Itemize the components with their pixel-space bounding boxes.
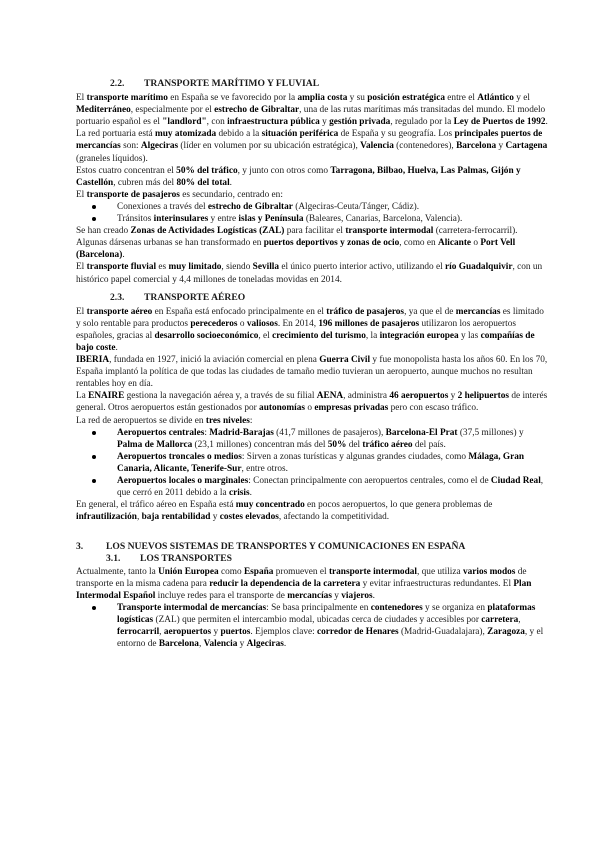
- bold-term: España: [243, 566, 274, 577]
- bold-term: autonomías: [259, 403, 306, 414]
- bold-term: Valencia: [360, 141, 394, 152]
- bold-term: corredor de Henares: [317, 627, 399, 638]
- bold-term: tres niveles: [205, 415, 250, 426]
- bullet-list: [76, 602, 550, 650]
- bold-term: integración europea: [379, 330, 459, 341]
- list-item: Aeropuertos centrales: Madrid-Barajas (41,7 millones de pasajeros), Barcelona-El Prat (37,5 millones) y Palma de Mallorca (23,1 millones) concentran más del 50% del tráfico aéreo del país.: [76, 427, 550, 451]
- section-number: 3.1.: [106, 553, 121, 565]
- bold-term: 2 helipuertos: [457, 391, 510, 402]
- bold-term: Algeciras: [140, 141, 179, 152]
- bold-term: islas y Península: [238, 214, 304, 225]
- bold-term: Unión Europea: [158, 566, 219, 577]
- bold-term: transporte marítimo: [86, 93, 168, 104]
- bold-term: amplia costa: [297, 93, 348, 104]
- bold-term: viajeros: [341, 590, 373, 601]
- section-heading-2-2: [76, 78, 550, 90]
- bold-term: plataformas logísticas: [117, 602, 536, 625]
- bold-term: mercancías: [455, 306, 501, 317]
- bold-term: crisis: [228, 488, 250, 499]
- bold-term: Barcelona-El Prat: [385, 427, 458, 438]
- bold-term: Madrid-Barajas: [209, 427, 274, 438]
- bold-term: infrautilización: [76, 512, 137, 523]
- bold-term: 196 millones de pasajeros: [318, 318, 420, 329]
- bold-term: Aeropuertos centrales: [117, 427, 205, 438]
- paragraph: El transporte fluvial es muy limitado, siendo Sevilla el único puerto interior activo, utilizando el río Guadalquivir, con un histórico papel comercial y 4,4 millones de toneladas movidas en 2014.: [76, 262, 543, 285]
- paragraph: Estos cuatro concentran el 50% del tráfico, y junto con otros como Tarragona, Bilbao, Huelva, Las Palmas, Gijón y Castellón, cubren más del 80% del total.: [76, 165, 521, 188]
- bold-term: Zonas de Actividades Logísticas (ZAL): [130, 226, 285, 237]
- bold-term: transporte intermodal: [345, 226, 434, 237]
- bold-term: 46 aeropuertos: [389, 391, 449, 402]
- bold-term: valiosos: [246, 318, 278, 329]
- paragraph: En general, el tráfico aéreo en España está muy concentrado en pocos aeropuertos, lo que genera problemas de infrautilización, baja rentabilidad y costes elevados, afectando la competitividad.: [76, 500, 493, 523]
- bold-term: ENAIRE: [88, 391, 125, 402]
- bold-term: 50% del tráfico: [176, 165, 238, 176]
- section-title: TRANSPORTE AÉREO: [144, 291, 246, 303]
- bold-term: contenedores: [370, 602, 423, 613]
- list-item: Conexiones a través del estrecho de Gibraltar (Algeciras-Ceuta/Tánger, Cádiz).: [76, 201, 550, 213]
- bold-term: Sevilla: [252, 262, 280, 273]
- paragraph: IBERIA, fundada en 1927, inició la aviación comercial en plena Guerra Civil y fue monopolista hasta los años 60. En los 70, España implantó la política de que todas las ciudades de tamaño medio tuvieran un aeropuerto, aunque muchos no resultan rentables hoy en día.: [76, 355, 548, 390]
- bold-term: río Guadalquivir: [445, 262, 513, 273]
- bold-term: infraestructura pública: [227, 117, 320, 128]
- bold-term: 80% del total: [176, 177, 230, 188]
- bold-term: puertos deportivos y zonas de ocio: [263, 238, 400, 249]
- bold-term: Barcelona: [158, 639, 199, 650]
- bold-term: transporte de pasajeros: [86, 189, 180, 200]
- bold-term: Valencia: [203, 639, 238, 650]
- section-heading-3: [76, 541, 550, 553]
- section-heading-2-3: [76, 292, 550, 304]
- paragraph: Se han creado Zonas de Actividades Logísticas (ZAL) para facilitar el transporte intermodal (carretera-ferrocarril). Algunas dársenas urbanas se han transformado en puertos deportivos y zonas de ocio, como en Alicante o Port Vell (Barcelona).: [76, 226, 518, 261]
- bold-term: baja rentabilidad: [141, 512, 211, 523]
- bold-term: aeropuertos: [163, 627, 212, 638]
- bullet-list: [76, 201, 550, 225]
- paragraph: La ENAIRE gestiona la navegación aérea y, a través de su filial AENA, administra 46 aeropuertos y 2 helipuertos de interés general. Otros aeropuertos están gestionados por autonomías o empresas privadas pero con escaso tráfico.: [76, 391, 548, 414]
- bold-term: Cartagena: [505, 141, 548, 152]
- section-number: 2.3.: [110, 291, 125, 303]
- list-item: Aeropuertos locales o marginales: Conectan principalmente con aeropuertos centrales, como el de Ciudad Real, que cerró en 2011 debido a la crisis.: [76, 475, 550, 499]
- section-title: LOS NUEVOS SISTEMAS DE TRANSPORTES Y COMUNICACIONES EN ESPAÑA: [106, 541, 466, 553]
- bold-term: perecederos: [190, 318, 238, 329]
- bullet-list: [76, 427, 550, 500]
- section-title: LOS TRANSPORTES: [140, 553, 232, 565]
- list-item: Tránsitos interinsulares y entre islas y Península (Baleares, Canarias, Barcelona, Valencia).: [76, 213, 550, 225]
- bold-term: costes elevados: [219, 512, 279, 523]
- list-item: Aeropuertos troncales o medios: Sirven a zonas turísticas y algunas grandes ciudades, como Málaga, Gran Canaria, Alicante, Tenerife-Sur, entre otros.: [76, 451, 550, 475]
- section-title: TRANSPORTE MARÍTIMO Y FLUVIAL: [144, 78, 320, 89]
- paragraph: El transporte aéreo en España está enfocado principalmente en el tráfico de pasajeros, ya que el de mercancías es limitado y solo rentable para productos perecederos o valiosos. En 2014, 196 millones de pasajeros utilizaron los aeropuertos españoles, gracias al desarrollo socioeconómico, el crecimiento del turismo, la integración europea y las compañías de bajo coste.: [76, 306, 544, 353]
- paragraph: Actualmente, tanto la Unión Europea como España promueven el transporte intermodal, que utiliza varios modos de transporte en la misma cadena para reducir la dependencia de la carretera y evitar infraestructuras redundantes. El Plan Intermodal Español incluye redes para el transporte de mercancías y viajeros.: [76, 566, 532, 601]
- bold-term: estrecho de Gibraltar: [214, 105, 300, 116]
- bold-term: crecimiento del turismo: [272, 330, 366, 341]
- bold-term: carretera: [481, 614, 519, 625]
- bold-term: muy concentrado: [235, 500, 305, 511]
- bold-term: AENA: [316, 391, 344, 402]
- bold-term: principales puertos de mercancías: [76, 129, 543, 152]
- bold-term: Mediterráneo: [76, 105, 131, 116]
- bold-term: Transporte intermodal de mercancías: [117, 602, 267, 613]
- bold-term: desarrollo socioeconómico: [154, 330, 259, 341]
- bold-term: puertos: [220, 627, 251, 638]
- section-number: 2.2.: [110, 78, 125, 89]
- bold-term: interinsulares: [153, 214, 209, 225]
- bold-term: Alicante: [438, 238, 472, 249]
- bold-term: situación periférica: [261, 129, 339, 140]
- paragraph: La red de aeropuertos se divide en tres niveles:: [76, 415, 253, 426]
- bold-term: estrecho de Gibraltar: [207, 201, 293, 212]
- bold-term: posición estratégica: [367, 93, 445, 104]
- bold-term: Plan Intermodal Español: [76, 578, 532, 601]
- bold-term: "landlord": [162, 117, 207, 128]
- bold-term: Ciudad Real: [490, 476, 541, 486]
- bold-term: transporte intermodal: [328, 566, 417, 577]
- bold-term: Barcelona: [456, 141, 497, 152]
- section-number: 3.: [76, 541, 84, 553]
- bold-term: Málaga, Gran Canaria, Alicante, Tenerife-Sur: [117, 451, 525, 474]
- bold-term: tráfico aéreo: [362, 439, 413, 450]
- bold-term: ferrocarril: [117, 627, 160, 638]
- bold-term: Port Vell (Barcelona): [76, 238, 516, 261]
- bold-term: Atlántico: [477, 93, 514, 104]
- bold-term: IBERIA: [76, 355, 110, 366]
- bold-term: 50%: [327, 439, 347, 450]
- paragraph: El transporte marítimo en España se ve favorecido por la amplia costa y su posición estratégica entre el Atlántico y el Mediterráneo, especialmente por el estrecho de Gibraltar, una de las rutas marítimas más transitadas del mundo. El modelo portuario español es el "landlord", con infraestructura pública y gestión privada, regulado por la Ley de Puertos de 1992.: [76, 93, 548, 128]
- bold-term: Algeciras: [246, 639, 284, 650]
- section-heading-3-1: [76, 553, 550, 565]
- paragraph: La red portuaria está muy atomizada debido a la situación periférica de España y su geografía. Los principales puertos de mercancías son: Algeciras (líder en volumen por su ubicación estratégica), Valencia (contenedores), Barcelona y Cartagena (graneles líquidos).: [76, 129, 548, 164]
- bold-term: Aeropuertos locales o marginales: [117, 476, 249, 486]
- bold-term: Palma de Mallorca: [117, 439, 193, 450]
- bold-term: varios modos: [462, 566, 516, 577]
- bold-term: Aeropuertos troncales o medios: [117, 451, 242, 462]
- bold-term: mercancías: [287, 590, 332, 601]
- bold-term: transporte aéreo: [86, 306, 153, 317]
- paragraph: El transporte de pasajeros es secundario, centrado en:: [76, 189, 283, 200]
- bold-term: Ley de Puertos de 1992: [453, 117, 546, 128]
- bold-term: Guerra Civil: [319, 355, 371, 366]
- bold-term: Zaragoza: [487, 627, 525, 638]
- bold-term: gestión privada: [329, 117, 391, 128]
- bold-term: Tarragona, Bilbao, Huelva, Las Palmas, Gijón y Castellón: [76, 165, 521, 188]
- bold-term: reducir la dependencia de la carretera: [209, 578, 361, 589]
- bold-term: empresas privadas: [314, 403, 389, 414]
- bold-term: transporte fluvial: [86, 262, 157, 273]
- bold-term: tráfico de pasajeros: [326, 306, 405, 317]
- bold-term: muy limitado: [168, 262, 222, 273]
- list-item: Transporte intermodal de mercancías: Se basa principalmente en contenedores y se organiza en plataformas logísticas (ZAL) que permiten el intercambio modal, ubicadas cerca de ciudades y accesibles por carretera, ferrocarril, aeropuertos y puertos. Ejemplos clave: corredor de Henares (Madrid-Guadalajara), Zaragoza, y el entorno de Barcelona, Valencia y Algeciras.: [76, 602, 550, 650]
- bold-term: compañías de bajo coste: [76, 330, 535, 353]
- bold-term: muy atomizada: [154, 129, 217, 140]
